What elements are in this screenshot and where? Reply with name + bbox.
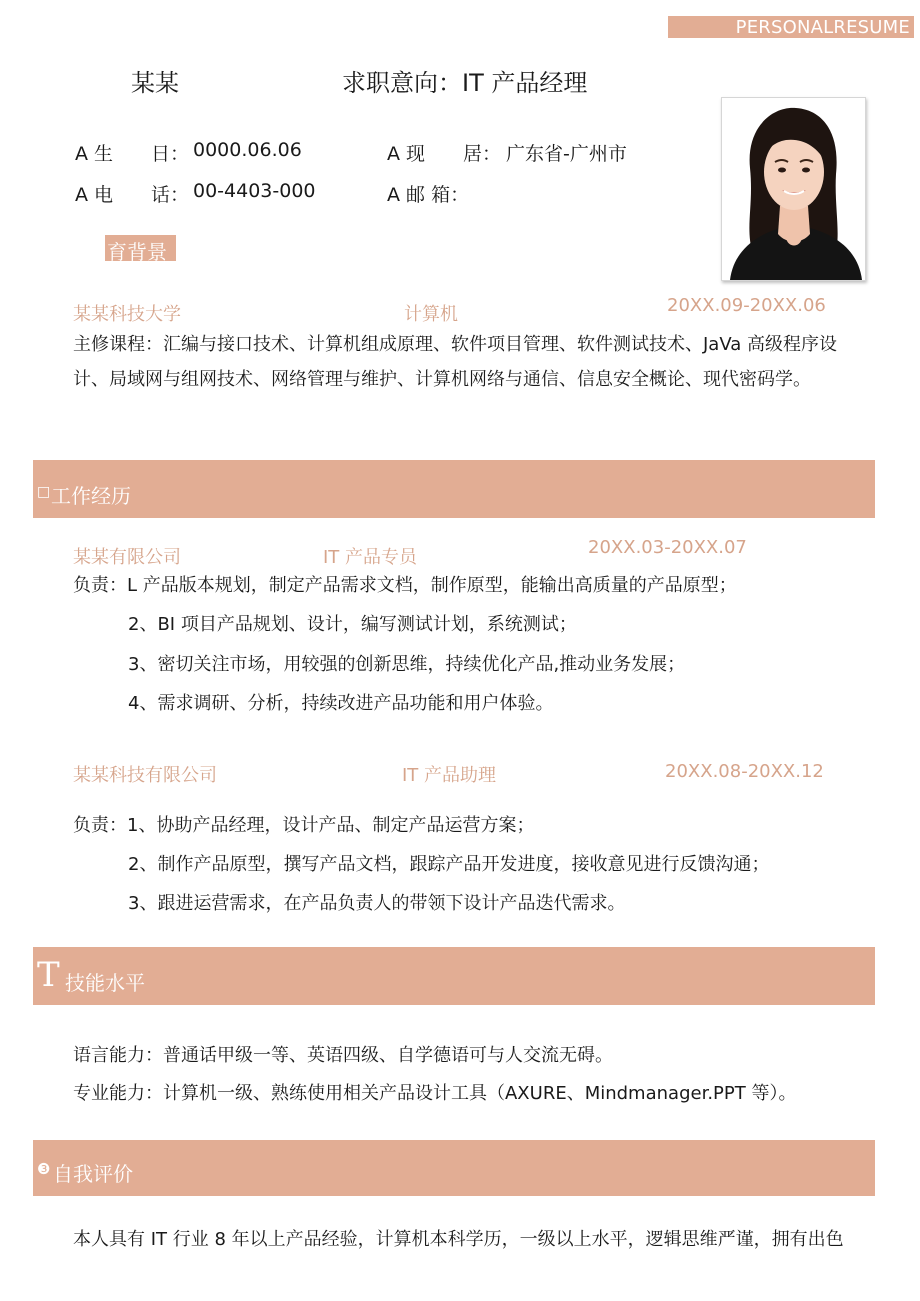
candidate-name: 某某 bbox=[131, 69, 179, 97]
job2-duty-2: 2、制作产品原型，撰写产品文档，跟踪产品开发进度，接收意见进行反馈沟通； bbox=[128, 854, 770, 875]
job1-period: 20XX.03-20XX.07 bbox=[588, 537, 747, 558]
job2-period: 20XX.08-20XX.12 bbox=[665, 761, 824, 782]
residence-label: A 现 居： bbox=[387, 143, 502, 165]
resume-tag: PERSONALRESUME bbox=[668, 16, 914, 38]
work-section-header bbox=[33, 460, 875, 518]
skills-section-header bbox=[33, 947, 875, 1005]
job2-company: 某某科技有限公司 bbox=[73, 765, 217, 786]
number-three-icon: ❸ bbox=[37, 1160, 51, 1178]
job1-duty-1: 负责：L 产品版本规划，制定产品需求文档，制作原型，能输出高质量的产品原型； bbox=[73, 575, 737, 596]
job1-duty-3: 3、密切关注市场，用较强的创新思维，持续优化产品,推动业务发展； bbox=[128, 654, 686, 675]
portrait-illustration bbox=[722, 98, 865, 280]
box-icon: □ bbox=[37, 484, 51, 500]
job2-duty-3: 3、跟进运营需求，在产品负责人的带领下设计产品迭代需求。 bbox=[128, 893, 626, 914]
email-label: A 邮 箱： bbox=[387, 184, 470, 206]
text-t-icon: T bbox=[37, 955, 60, 995]
job1-duty-4: 4、需求调研、分析，持续改进产品功能和用户体验。 bbox=[128, 693, 554, 714]
job-intent: 求职意向：IT 产品经理 bbox=[342, 69, 588, 97]
birth-label: A 生 日： bbox=[75, 143, 190, 165]
edu-courses-line1: 主修课程：汇编与接口技术、计算机组成原理、软件项目管理、软件测试技术、JaVa 高级程序设 bbox=[73, 334, 838, 355]
work-section-title: 工作经历 bbox=[51, 484, 131, 508]
profile-photo bbox=[721, 97, 866, 281]
phone-row bbox=[75, 180, 375, 206]
edu-school: 某某科技大学 bbox=[73, 304, 181, 325]
job2-position: IT 产品助理 bbox=[402, 765, 497, 786]
job2-duty-1: 负责：1、协助产品经理，设计产品、制定产品运营方案； bbox=[73, 815, 535, 836]
birth-value: 0000.06.06 bbox=[193, 139, 302, 161]
job1-position: IT 产品专员 bbox=[323, 547, 418, 568]
email-row bbox=[387, 180, 587, 206]
phone-value: 00-4403-000 bbox=[193, 180, 316, 202]
job1-duty-2: 2、BI 项目产品规划、设计，编写测试计划，系统测试； bbox=[128, 614, 577, 635]
self-section-header bbox=[33, 1140, 875, 1196]
skill-language: 语言能力：普通话甲级一等、英语四级、自学德语可与人交流无碍。 bbox=[73, 1045, 613, 1066]
edu-courses-line2: 计、局域网与组网技术、网络管理与维护、计算机网络与通信、信息安全概论、现代密码学。 bbox=[73, 369, 811, 390]
self-evaluation-text: 本人具有 IT 行业 8 年以上产品经验，计算机本科学历，一级以上水平，逻辑思维严谨，拥有出色 bbox=[73, 1229, 844, 1250]
residence-value: 广东省-广州市 bbox=[506, 143, 627, 165]
skills-section-title: 技能水平 bbox=[65, 971, 145, 995]
job1-company: 某某有限公司 bbox=[73, 547, 181, 568]
phone-label: A 电 话： bbox=[75, 184, 190, 206]
edu-period: 20XX.09-20XX.06 bbox=[667, 295, 826, 316]
education-heading: 育背景 bbox=[105, 235, 176, 261]
self-section-title: 自我评价 bbox=[53, 1162, 133, 1186]
edu-major: 计算机 bbox=[404, 304, 458, 325]
skill-professional: 专业能力：计算机一级、熟练使用相关产品设计工具（AXURE、Mindmanager.PPT 等）。 bbox=[73, 1083, 797, 1104]
